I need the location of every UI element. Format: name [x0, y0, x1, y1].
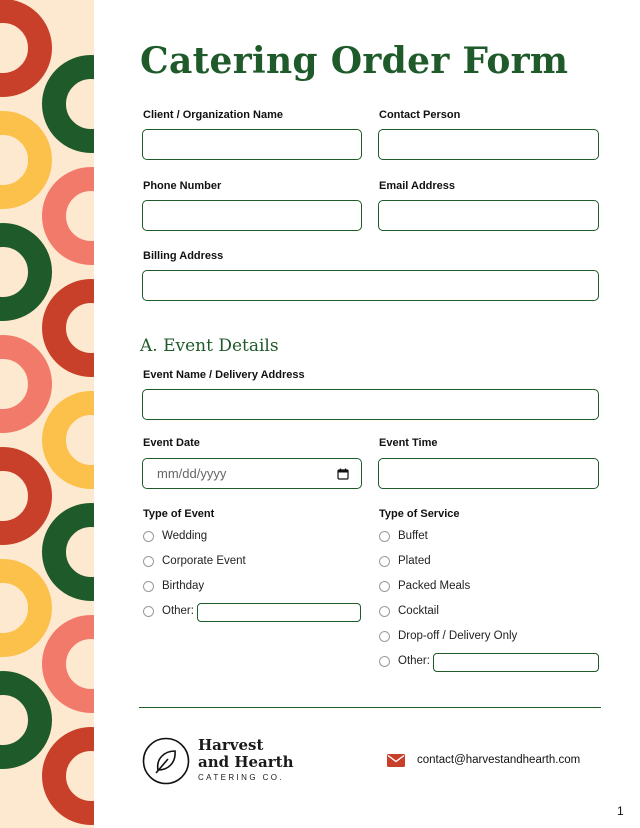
calendar-icon[interactable]: [337, 468, 349, 480]
radio-button[interactable]: [143, 531, 154, 542]
billing-address-input[interactable]: [142, 270, 599, 301]
service-other-input[interactable]: [433, 653, 599, 672]
event-type-option-birthday[interactable]: [143, 580, 204, 592]
radio-button[interactable]: [379, 656, 390, 667]
option-label: Drop-off / Delivery Only: [398, 630, 518, 642]
option-label: Packed Meals: [398, 580, 471, 592]
option-label: Other:: [162, 605, 194, 617]
service-option-dropoff[interactable]: [379, 630, 517, 642]
event-name-input[interactable]: [142, 389, 599, 420]
phone-number-label: Phone Number: [143, 180, 222, 192]
event-date-input[interactable]: [142, 458, 362, 489]
option-label: Corporate Event: [162, 555, 246, 567]
brand-subtitle: CATERING CO.: [198, 773, 284, 782]
contact-person-label: Contact Person: [379, 109, 461, 121]
service-type-label: Type of Service: [379, 508, 460, 520]
event-date-label: Event Date: [143, 437, 200, 449]
contact-email[interactable]: contact@harvestandhearth.com: [417, 754, 581, 766]
service-option-cocktail[interactable]: [379, 605, 439, 617]
page-number: 1: [617, 804, 624, 818]
service-option-other[interactable]: [379, 655, 430, 667]
radio-button[interactable]: [379, 581, 390, 592]
radio-button[interactable]: [379, 556, 390, 567]
event-name-label: Event Name / Delivery Address: [143, 369, 305, 381]
option-label: Buffet: [398, 530, 428, 542]
event-type-option-corporate[interactable]: [143, 555, 246, 567]
client-name-label: Client / Organization Name: [143, 109, 283, 121]
radio-button[interactable]: [143, 581, 154, 592]
radio-button[interactable]: [143, 606, 154, 617]
phone-number-input[interactable]: [142, 200, 362, 231]
event-time-input[interactable]: [378, 458, 599, 489]
radio-button[interactable]: [379, 531, 390, 542]
event-type-other-input[interactable]: [197, 603, 361, 622]
service-option-buffet[interactable]: [379, 530, 428, 542]
contact-person-input[interactable]: [378, 129, 599, 160]
event-date-placeholder: mm/dd/yyyy: [157, 466, 227, 481]
email-address-label: Email Address: [379, 180, 456, 192]
service-option-packed-meals[interactable]: [379, 580, 470, 592]
event-type-label: Type of Event: [143, 508, 215, 520]
radio-button[interactable]: [143, 556, 154, 567]
brand-name: [198, 737, 294, 771]
page-title: Catering Order Form: [140, 40, 569, 82]
client-name-input[interactable]: [142, 129, 362, 160]
brand-name-line2: and Hearth: [198, 753, 294, 771]
footer-divider: [139, 707, 601, 708]
brand-name-line1: Harvest: [198, 736, 264, 754]
event-time-label: Event Time: [379, 437, 438, 449]
mail-icon: [387, 753, 405, 768]
option-label: Birthday: [162, 580, 205, 592]
decorative-sidebar: [0, 0, 94, 828]
option-label: Plated: [398, 555, 431, 567]
billing-address-label: Billing Address: [143, 250, 224, 262]
radio-button[interactable]: [379, 606, 390, 617]
event-type-option-wedding[interactable]: [143, 530, 207, 542]
service-option-plated[interactable]: [379, 555, 431, 567]
sidebar-rings-pattern: [0, 0, 94, 828]
radio-button[interactable]: [379, 631, 390, 642]
event-type-option-other[interactable]: [143, 605, 194, 617]
option-label: Cocktail: [398, 605, 439, 617]
option-label: Other:: [398, 655, 430, 667]
event-details-heading: A. Event Details: [140, 336, 279, 356]
option-label: Wedding: [162, 530, 208, 542]
email-address-input[interactable]: [378, 200, 599, 231]
leaf-logo-icon: [142, 737, 190, 785]
